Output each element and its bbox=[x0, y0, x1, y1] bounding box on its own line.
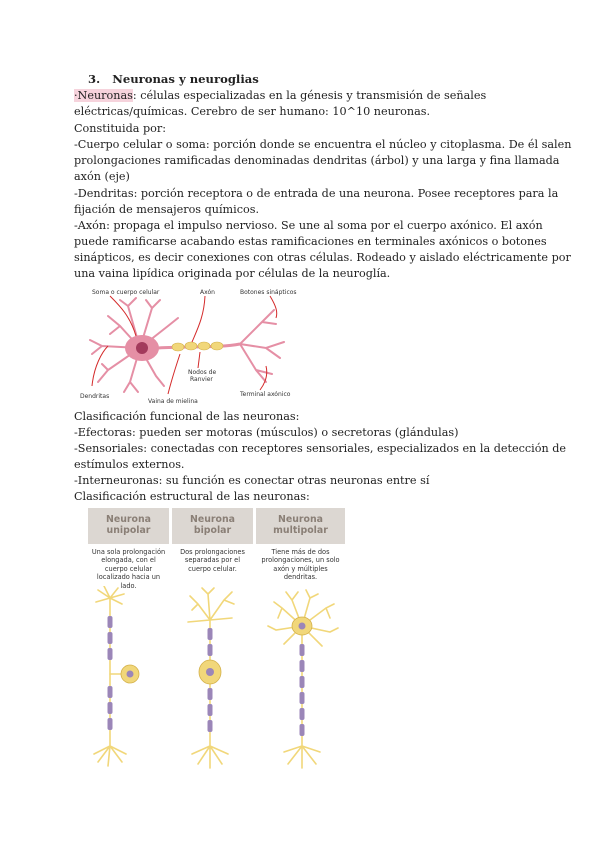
label-nodos-2: Ranvier bbox=[190, 376, 213, 383]
paragraph-line: prolongaciones ramificadas denominadas dendritas (árbol) y una larga y fina llamada bbox=[74, 154, 560, 167]
header-line: unipolar bbox=[106, 525, 151, 536]
label-botones: Botones sinápticos bbox=[240, 289, 297, 296]
desc-line: localizado hacia un lado. bbox=[96, 573, 161, 590]
paragraph-line: -Sensoriales: conectadas con receptores sensoriales, especializados en la detección de bbox=[74, 442, 567, 455]
paragraph-line: sinápticos, es decir conexiones con otras células. Rodeado y aislado eléctricamente por bbox=[74, 251, 571, 264]
desc-line: axón y múltiples bbox=[273, 564, 328, 573]
unipolar-neuron-shape bbox=[94, 586, 139, 766]
paragraph-line: -Efectoras: pueden ser motoras (músculos) o secretoras (glándulas) bbox=[74, 426, 459, 439]
bipolar-neuron-shape bbox=[188, 588, 234, 768]
label-terminal: Terminal axónico bbox=[240, 391, 291, 398]
paragraph-text: : células especializadas en la génesis y transmisión de señales bbox=[132, 89, 487, 102]
paragraph-line: puede ramificarse acabando estas ramificaciones en terminales axónicos o botones bbox=[74, 235, 547, 248]
structural-title: Clasificación estructural de las neuronas: bbox=[74, 490, 310, 503]
header-line: bipolar bbox=[193, 525, 232, 536]
label-axon: Axón bbox=[200, 289, 215, 296]
highlighted-term: ·Neuronas bbox=[74, 89, 133, 102]
desc-line: elongada, con el bbox=[101, 556, 156, 565]
column-description-bipolar bbox=[172, 548, 253, 573]
neuron-types-figure bbox=[88, 508, 345, 770]
paragraph-line: estímulos externos. bbox=[74, 458, 185, 471]
paragraph-line: eléctricas/químicas. Cerebro de ser humano: 10^10 neuronas. bbox=[74, 105, 431, 118]
label-dendritas: Dendritas bbox=[80, 393, 110, 400]
column-description-unipolar bbox=[88, 548, 169, 590]
desc-line: prolongaciones, un solo bbox=[261, 556, 340, 565]
header-line: Neurona bbox=[278, 514, 323, 525]
header-line: Neurona bbox=[106, 514, 151, 525]
paragraph-line bbox=[74, 88, 486, 104]
column-description-multipolar bbox=[256, 548, 345, 582]
desc-line: cuerpo celular. bbox=[188, 564, 237, 573]
section-number: 3. bbox=[88, 72, 101, 86]
desc-line: cuerpo celular bbox=[104, 564, 153, 573]
neuron-anatomy-figure bbox=[80, 286, 310, 406]
desc-line: Dos prolongaciones bbox=[180, 548, 245, 556]
desc-line: dendritas. bbox=[283, 573, 318, 582]
column-header-multipolar bbox=[256, 508, 345, 544]
label-vaina: Vaina de mielina bbox=[148, 398, 198, 405]
paragraph-line: -Dendritas: porción receptora o de entrada de una neurona. Posee receptores para la bbox=[74, 187, 559, 200]
desc-line: Una sola prolongación bbox=[91, 548, 166, 556]
neuron-types-drawing bbox=[88, 586, 345, 770]
paragraph-line: -Axón: propaga el impulso nervioso. Se une al soma por el cuerpo axónico. El axón bbox=[74, 219, 543, 232]
multipolar-neuron-shape bbox=[268, 590, 338, 768]
paragraph-line: Constituida por: bbox=[74, 122, 166, 135]
section-title: Neuronas y neuroglias bbox=[112, 72, 259, 86]
header-line: multipolar bbox=[273, 525, 328, 536]
paragraph-line: -Cuerpo celular o soma: porción donde se encuentra el núcleo y citoplasma. De él salen bbox=[74, 138, 572, 151]
paragraph-line: una vaina lipídica originada por células de la neuroglía. bbox=[74, 267, 391, 280]
header-line: Neurona bbox=[190, 514, 235, 525]
label-nodos-1: Nodos de bbox=[188, 369, 217, 376]
section-heading bbox=[88, 72, 259, 86]
functional-title: Clasificación funcional de las neuronas: bbox=[74, 410, 300, 423]
paragraph-line: fijación de mensajeros químicos. bbox=[74, 203, 260, 216]
nucleus-shape bbox=[136, 342, 148, 354]
paragraph-line: axón (eje) bbox=[74, 170, 130, 183]
axon-terminal-shape bbox=[240, 310, 284, 382]
paragraph-line: -Interneuronas: su función es conectar otras neuronas entre sí bbox=[74, 474, 430, 487]
desc-line: Tiene más de dos bbox=[271, 548, 330, 556]
column-header-bipolar bbox=[172, 508, 253, 544]
column-header-unipolar bbox=[88, 508, 169, 544]
label-soma: Soma o cuerpo celular bbox=[92, 289, 160, 296]
desc-line: separadas por el bbox=[184, 556, 241, 565]
